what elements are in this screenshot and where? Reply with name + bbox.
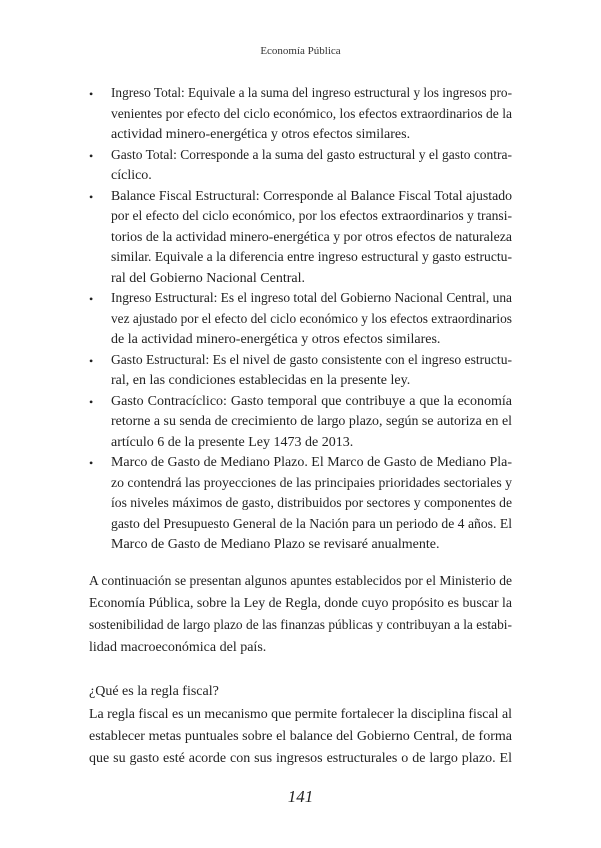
text-line	[111, 228, 512, 249]
text-line	[89, 726, 512, 748]
text-line-content: ral, en las condiciones establecidas en la presente ley.	[111, 373, 411, 388]
text-line-content: Gasto Estructural: Es el nivel de gasto consistente con el ingreso estructu-	[111, 352, 512, 368]
text-line	[111, 187, 512, 208]
text-line	[111, 535, 512, 556]
text-line-content: similar. Equivale a la diferencia entre ingreso estructural y gasto estructu-	[111, 250, 512, 265]
text-line-content: sostenibilidad de largo plazo de las finanzas públicas y contribuyan a la estabi-	[89, 617, 512, 633]
text-line	[111, 310, 512, 331]
definitions-list	[89, 84, 512, 556]
text-line-content: lidad macroeconómica del país.	[89, 640, 267, 656]
list-item	[89, 187, 512, 290]
list-item	[89, 351, 512, 392]
text-line	[111, 166, 512, 187]
text-line	[111, 207, 512, 228]
text-line-content: cíclico.	[111, 168, 152, 183]
list-item	[89, 453, 512, 556]
text-line	[111, 248, 512, 269]
text-line	[111, 371, 512, 392]
text-line-content: zo contendrá las proyecciones de las principaies prioridades sectoriales y	[111, 475, 512, 491]
text-line-content: Gasto Total: Corresponde a la suma del gasto estructural y el gasto contra-	[111, 147, 512, 163]
list-item	[89, 392, 512, 454]
text-line-content: retorne a su senda de crecimiento de largo plazo, según se autoriza en el	[111, 414, 512, 429]
answer-paragraph	[89, 704, 512, 771]
text-line-content: Marco de Gasto de Mediano Plazo se revisaré anualmente.	[111, 537, 440, 552]
page-body	[89, 84, 512, 770]
text-line-content: Ingreso Estructural: Es el ingreso total del Gobierno Nacional Central, una	[111, 291, 512, 306]
text-line-content: A continuación se presentan algunos apuntes establecidos por el Ministerio de	[89, 573, 512, 589]
list-item	[89, 289, 512, 351]
text-line	[89, 593, 512, 615]
text-line	[111, 84, 512, 105]
text-line	[111, 412, 512, 433]
bullet-icon: •	[89, 148, 94, 163]
text-line-content: Ingreso Total: Equivale a la suma del ingreso estructural y los ingresos pro-	[111, 86, 512, 101]
list-item	[89, 146, 512, 187]
text-line-content: venientes por efecto del ciclo económico, los efectos extraordinarios de la	[111, 106, 512, 122]
bullet-icon: •	[89, 87, 94, 101]
text-line-content: íos niveles máximos de gasto, distribuidos por sectores y componentes de	[111, 496, 512, 511]
running-header: Economía Pública	[260, 45, 341, 57]
text-line	[111, 515, 512, 536]
text-line	[111, 453, 512, 474]
bullet-icon: •	[89, 456, 94, 470]
bullet-icon: •	[89, 189, 94, 204]
text-line-content: establecer metas puntuales sobre el balance del Gobierno Central, de forma	[89, 728, 512, 744]
text-line	[111, 125, 512, 146]
text-line-content: por el efecto del ciclo económico, por los efectos extraordinarios y transi-	[111, 209, 512, 224]
text-line-content: de la actividad minero-energética y otros efectos similares.	[111, 332, 441, 347]
bullet-icon: •	[89, 353, 94, 368]
text-line	[111, 289, 512, 310]
text-line-content: Economía Pública, sobre la Ley de Regla, donde cuyo propósito es buscar la	[89, 595, 512, 611]
text-line	[111, 351, 512, 372]
text-line	[111, 433, 512, 454]
section-question: ¿Qué es la regla fiscal?	[89, 684, 219, 700]
text-line	[89, 637, 512, 659]
text-line	[89, 704, 512, 726]
intro-paragraph	[89, 571, 512, 660]
text-line-content: vez ajustado por el efecto del ciclo económico y los efectos extraordinarios	[111, 311, 512, 327]
text-line-content: artículo 6 de la presente Ley 1473 de 2013.	[111, 434, 354, 450]
text-line-content: gasto del Presupuesto General de la Nación para un periodo de 4 años. El	[111, 516, 512, 532]
text-line	[111, 494, 512, 515]
text-line	[111, 105, 512, 126]
text-line	[89, 748, 512, 770]
text-line-content: La regla fiscal es un mecanismo que permite fortalecer la disciplina fiscal al	[89, 706, 512, 722]
text-line	[111, 392, 512, 413]
text-line	[89, 571, 512, 593]
text-line-content: Balance Fiscal Estructural: Corresponde al Balance Fiscal Total ajustado	[111, 188, 512, 204]
text-line-content: Marco de Gasto de Mediano Plazo. El Marco de Gasto de Mediano Pla-	[111, 455, 512, 470]
list-item	[89, 84, 512, 146]
text-line-content: Gasto Contracíclico: Gasto temporal que contribuye a que la economía	[111, 393, 512, 409]
text-line	[111, 269, 512, 290]
text-line	[111, 330, 512, 351]
bullet-icon: •	[89, 292, 94, 306]
text-line-content: ral del Gobierno Nacional Central.	[111, 270, 305, 286]
text-line	[111, 474, 512, 495]
text-line-content: actividad minero-energética y otros efectos similares.	[111, 127, 411, 142]
text-line	[89, 615, 512, 637]
text-line-content: torios de la actividad minero-energética y por otros efectos de naturaleza	[111, 229, 512, 245]
bullet-icon: •	[89, 394, 94, 409]
text-line	[111, 146, 512, 167]
page-number: 141	[287, 787, 314, 806]
text-line-content: que su gasto esté acorde con sus ingresos estructurales o de largo plazo. El	[89, 750, 512, 766]
